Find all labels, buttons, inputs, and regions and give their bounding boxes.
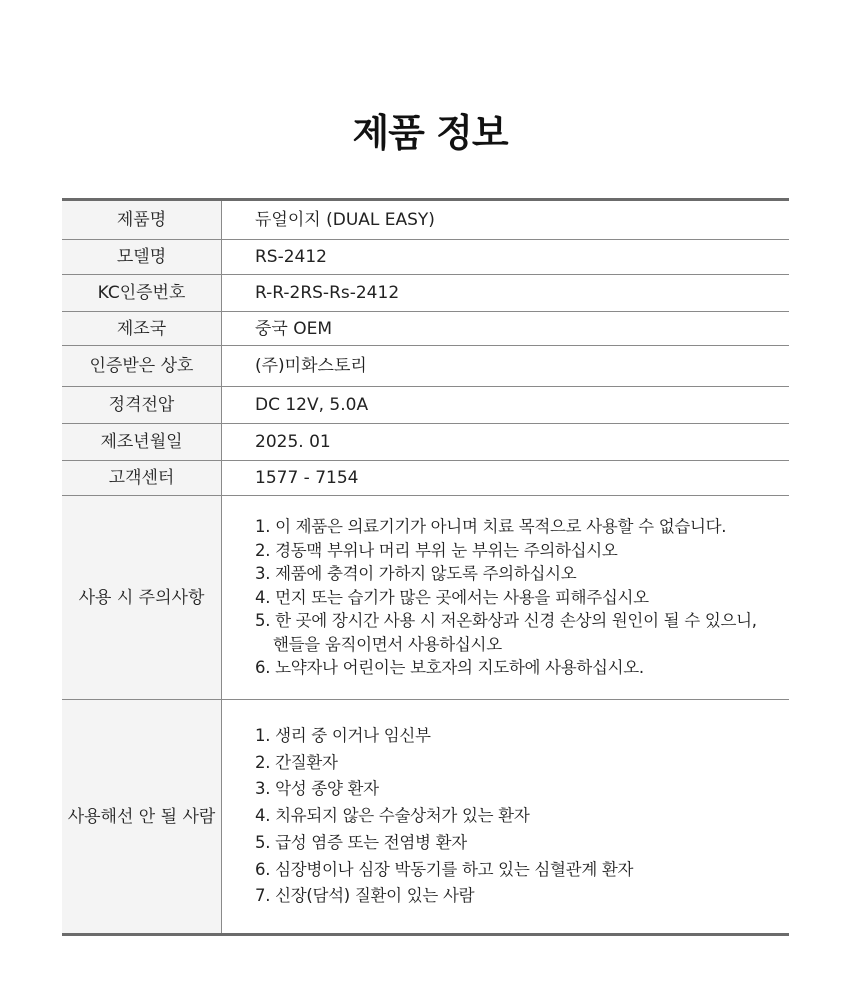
table-row [62, 424, 789, 461]
page-title: 제품 정보 [352, 111, 508, 155]
list-item: 3. 악성 종양 환자 [255, 779, 379, 799]
table-row [62, 200, 789, 240]
prohibited-list [255, 723, 789, 911]
list-item: 6. 노약자나 어린이는 보호자의 지도하에 사용하십시오. [255, 658, 644, 678]
prohibited-value [222, 700, 790, 935]
rated-voltage-label: 정격전압 [62, 387, 222, 424]
list-item: 2. 경동맥 부위나 머리 부위 눈 부위는 주의하십시오 [255, 540, 618, 560]
list-item: 4. 먼지 또는 습기가 많은 곳에서는 사용을 피해주십시오 [255, 587, 649, 607]
company-value: (주)미화스토리 [222, 346, 790, 387]
list-item: 1. 생리 중 이거나 임신부 [255, 725, 431, 745]
manufacture-date-value: 2025. 01 [222, 424, 790, 461]
product-info-table [62, 198, 789, 936]
list-item: 1. 이 제품은 의료기기가 아니며 치료 목적으로 사용할 수 없습니다. [255, 517, 727, 537]
rated-voltage-value: DC 12V, 5.0A [222, 387, 790, 424]
country-value: 중국 OEM [222, 312, 790, 346]
cautions-value [222, 496, 790, 700]
list-item [255, 633, 789, 657]
list-item: 7. 신장(담석) 질환이 있는 사람 [255, 886, 475, 906]
list-item: 5. 급성 염증 또는 전염병 환자 [255, 832, 467, 852]
manufacture-date-label: 제조년월일 [62, 424, 222, 461]
table-row [62, 240, 789, 275]
table-row [62, 700, 789, 935]
table-row [62, 461, 789, 496]
table-row [62, 346, 789, 387]
cautions-list [255, 515, 789, 680]
list-item-continuation: 핸들을 움직이면서 사용하십시오 [273, 634, 502, 654]
table-row [62, 387, 789, 424]
list-item: 5. 한 곳에 장시간 사용 시 저온화상과 신경 손상의 원인이 될 수 있으니, [255, 611, 757, 631]
list-item: 3. 제품에 충격이 가하지 않도록 주의하십시오 [255, 564, 577, 584]
country-label: 제조국 [62, 312, 222, 346]
list-item: 4. 치유되지 않은 수술상처가 있는 환자 [255, 806, 530, 826]
product-name-label: 제품명 [62, 200, 222, 240]
customer-center-label: 고객센터 [62, 461, 222, 496]
table-row [62, 312, 789, 346]
list-item: 2. 간질환자 [255, 752, 338, 772]
customer-center-value: 1577 - 7154 [222, 461, 790, 496]
model-name-label: 모델명 [62, 240, 222, 275]
model-name-value: RS-2412 [222, 240, 790, 275]
kc-cert-value: R-R-2RS-Rs-2412 [222, 275, 790, 312]
list-item: 6. 심장병이나 심장 박동기를 하고 있는 심혈관계 환자 [255, 859, 634, 879]
company-label: 인증받은 상호 [62, 346, 222, 387]
kc-cert-label: KC인증번호 [62, 275, 222, 312]
table-row [62, 496, 789, 700]
prohibited-label: 사용해선 안 될 사람 [62, 700, 222, 935]
table-row [62, 275, 789, 312]
cautions-label: 사용 시 주의사항 [62, 496, 222, 700]
product-name-value: 듀얼이지 (DUAL EASY) [255, 210, 435, 230]
